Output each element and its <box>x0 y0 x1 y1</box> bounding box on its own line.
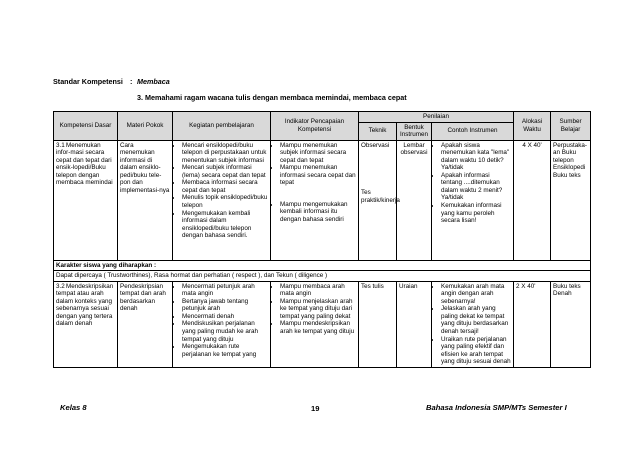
indikator-cell <box>271 281 359 367</box>
list-item: • Mencari subjek informasi (lema) secara cepat dan tepat <box>182 164 268 179</box>
sumber-cell: Perpustaka-an Buku telepon Ensiklopedi Buku teks <box>551 140 591 260</box>
page-number: 19 <box>311 404 320 413</box>
list-item: • Mencermati petunjuk arah mata angin <box>182 283 268 298</box>
table-row <box>54 281 591 367</box>
list-item: • Mengemukakan kembali informasi dalam ensiklopedi/buku telepon dengan bahasa sendiri. <box>182 210 268 240</box>
standar-kompetensi-value: Membaca <box>137 77 170 86</box>
karakter-label: Karakter siswa yang diharapkan : <box>54 260 591 271</box>
kompetensi-dasar-line: 3. Memahami ragam wacana tulis dengan membaca memindai, membaca cepat <box>137 93 407 102</box>
materi-cell: Pendeskripsian tempat dan arah berdasarkan denah <box>118 281 173 367</box>
col-bentuk: Bentuk Instrumen <box>397 122 432 140</box>
col-teknik: Teknik <box>359 122 397 140</box>
list-item: • Mampu mengemukakan kembali informasi itu dengan bahasa sendiri <box>280 201 356 224</box>
kd-cell: 3.1Menemukan infor-masi secara cepat dan tepat dari ensik-lopedi/Buku telepon dengan membaca memindai <box>54 140 118 260</box>
list-item: • Mencari ensiklopedi/buku telepon di perpustakaan untuk menentukan subjek informasi <box>182 142 268 165</box>
sumber-cell: Buku teks Denah <box>551 281 591 367</box>
col-sumber: Sumber Belajar <box>551 112 591 141</box>
col-alokasi: Alokasi Waktu <box>514 112 551 141</box>
list-item: • Mampu menemukan subjek informasi secara cepat dan tepat <box>280 142 356 165</box>
list-item: • Mendiskusikan perjalanan yang paling mudah ke arah tempat yang dituju <box>182 320 268 343</box>
indikator-cell <box>271 140 359 260</box>
list-item: • Apakah informasi tentang ....ditemukan dalam waktu 2 menit? Ya/tidak <box>441 172 511 202</box>
col-kompetensi-dasar: Kompetensi Dasar <box>54 112 118 141</box>
bentuk-cell: Lembar observasi <box>397 140 432 260</box>
list-item: • Jelaskan arah yang paling dekat ke tempat yang dituju berdasarkan denah tersaji! <box>441 305 511 335</box>
kd-cell: 3.2Mendeskripsikan tempat atau arah dalam konteks yang sebenarnya sesuai dengan yang tertera dalam denah <box>54 281 118 367</box>
list-item: • Mampu menjelaskan arah ke tempat yang dituju dari tempat yang paling dekat <box>280 298 356 321</box>
list-item: • Mampu membaca arah mata angin <box>280 283 356 298</box>
contoh-cell <box>432 140 514 260</box>
kegiatan-cell <box>173 140 271 260</box>
list-item: • Mencermati denah <box>182 313 268 321</box>
list-item: • Mampu mendeskripsikan arah ke tempat yang dituju <box>280 320 356 335</box>
contoh-cell <box>432 281 514 367</box>
teknik-cell: Observasi Tes praktik/kinerja <box>359 140 397 260</box>
standar-kompetensi-label: Standar Kompetensi <box>53 77 123 86</box>
list-item: • Mampu menemukan informasi secara cepat dan tepat <box>280 164 356 187</box>
col-penilaian: Penilaian <box>359 112 514 123</box>
karakter-row <box>54 260 591 271</box>
list-item: • Kemukakan informasi yang kamu peroleh secara lisan! <box>441 202 511 225</box>
silabus-table <box>53 111 591 368</box>
list-item: • Uraikan rute perjalanan yang paling efektif dan efisien ke arah tempat yang dituju sesuai denah <box>441 336 511 366</box>
footer-subject: Bahasa Indonesia SMP/MTs Semester I <box>426 403 567 412</box>
karakter-value: Dapat dipercaya ( Trustworthines), Rasa hormat dan perhatian ( respect ), dan Tekun ( diligence ) <box>54 271 591 282</box>
list-item: • Mengemukakan rute perjalanan ke tempat yang <box>182 343 268 358</box>
table-row <box>54 140 591 260</box>
bentuk-cell: Uraian <box>397 281 432 367</box>
list-item: • Apakah siswa menemukan kata "lema" dalam waktu 10 detik? Ya/tidak <box>441 142 511 172</box>
footer-kelas: Kelas 8 <box>60 403 87 412</box>
col-kegiatan: Kegiatan pembelajaran <box>173 112 271 141</box>
alokasi-cell: 2 X 40' <box>514 281 551 367</box>
list-item: • Membaca informasi secara cepat dan tepat <box>182 179 268 194</box>
kegiatan-cell <box>173 281 271 367</box>
list-item: • Menulis topik ensiklopedi/buku telepon <box>182 194 268 209</box>
standar-kompetensi-colon: : <box>130 77 133 86</box>
col-contoh: Contoh Instrumen <box>432 122 514 140</box>
alokasi-cell: 4 X 40' <box>514 140 551 260</box>
materi-cell: Cara menemukan informasi di dalam ensiklo-pedi/buku tele-pon dan implementasi-nya <box>118 140 173 260</box>
list-item: • Bertanya jawab tentang petunjuk arah <box>182 298 268 313</box>
col-materi-pokok: Materi Pokok <box>118 112 173 141</box>
teknik-cell: Tes tulis <box>359 281 397 367</box>
karakter-value-row <box>54 271 591 282</box>
list-item: • Kemukakan arah mata angin dengan arah sebenarnya! <box>441 283 511 306</box>
col-indikator: Indikator Pencapaian Kompetensi <box>271 112 359 141</box>
